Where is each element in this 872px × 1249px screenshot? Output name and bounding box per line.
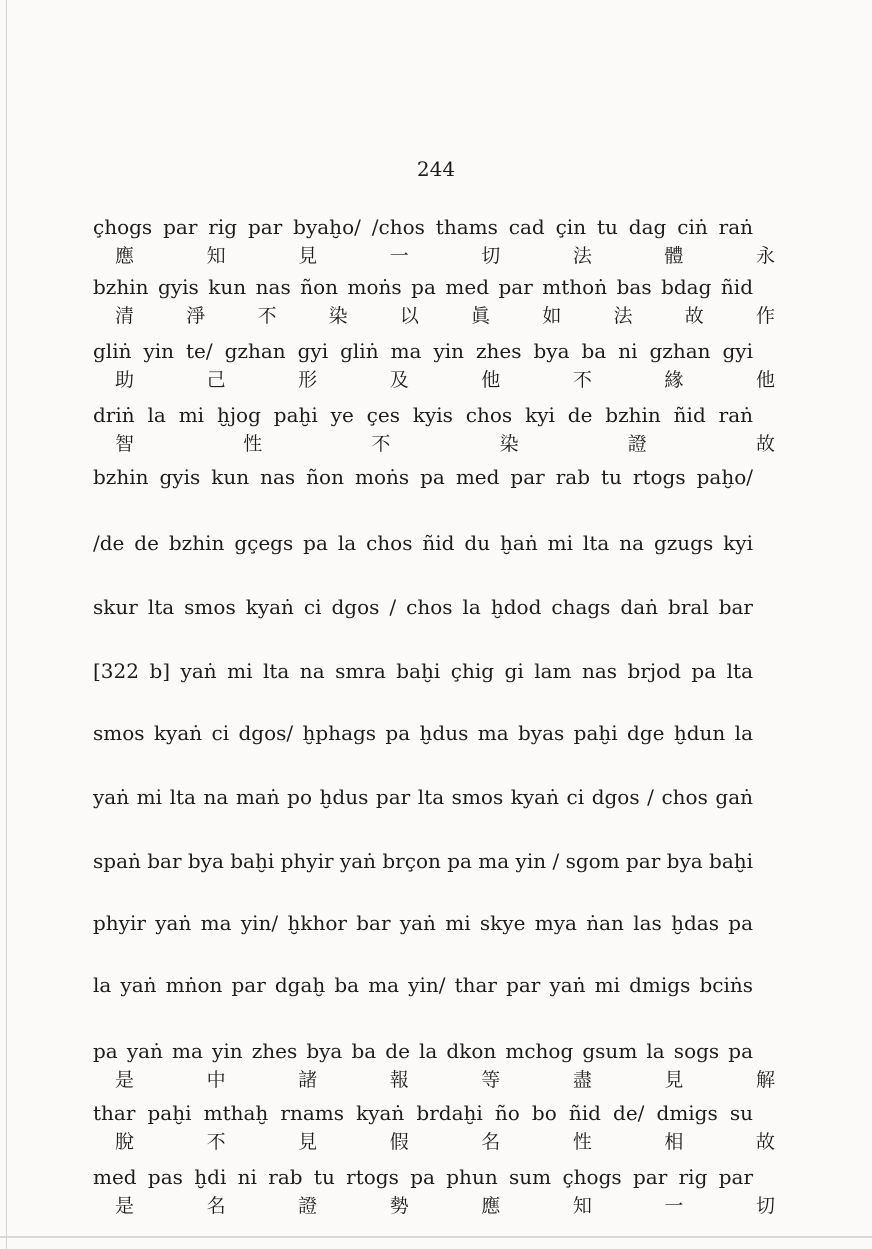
chinese-gloss-line (93, 1128, 797, 1156)
chinese-gloss-char: 如 (542, 305, 562, 327)
tibetan-line: yaṅ mi lta na maṅ po ḫdus par lta smos kyaṅ ci dgos / chos gaṅ (93, 785, 753, 809)
page-bottom-edge (0, 1236, 872, 1238)
chinese-gloss-char: 永 (755, 245, 775, 267)
tibetan-line: gliṅ yin te/ gzhan gyi gliṅ ma yin zhes bya ba ni gzhan gyi (93, 339, 753, 363)
chinese-gloss-char: 解 (755, 1069, 775, 1091)
chinese-gloss-char: 不 (206, 1131, 226, 1153)
tibetan-line: pa yaṅ ma yin zhes bya ba de la dkon mchog gsum la sogs pa (93, 1039, 753, 1063)
chinese-gloss-char: 諸 (298, 1069, 318, 1091)
chinese-gloss-char: 性 (572, 1131, 592, 1153)
chinese-gloss-char: 一 (389, 245, 409, 267)
page-number: 244 (416, 157, 456, 181)
chinese-gloss-char: 名 (481, 1131, 501, 1153)
chinese-gloss-char: 他 (481, 369, 501, 391)
chinese-gloss-char: 體 (664, 245, 684, 267)
chinese-gloss-char: 盡 (572, 1069, 592, 1091)
chinese-gloss-line (93, 242, 797, 270)
chinese-gloss-char: 助 (115, 369, 135, 391)
tibetan-line: /de de bzhin gçegs pa la chos ñid du ḫaṅ mi lta na gzugs kyi (93, 531, 753, 555)
chinese-gloss-char: 知 (572, 1195, 592, 1217)
chinese-gloss-char: 脫 (115, 1131, 135, 1153)
chinese-gloss-char: 性 (243, 433, 263, 455)
chinese-gloss-line (93, 1192, 797, 1220)
chinese-gloss-char: 法 (572, 245, 592, 267)
chinese-gloss-char: 是 (115, 1195, 135, 1217)
chinese-gloss-char: 法 (613, 305, 633, 327)
tibetan-line: phyir yaṅ ma yin/ ḫkhor bar yaṅ mi skye mya ṅan las ḫdas pa (93, 911, 753, 935)
chinese-gloss-char: 一 (664, 1195, 684, 1217)
tibetan-line: çhogs par rig par byaḫo/ /chos thams cad çin tu dag ciṅ raṅ (93, 215, 753, 239)
chinese-gloss-char: 及 (389, 369, 409, 391)
tibetan-line: driṅ la mi ḫjog paḫi ye çes kyis chos kyi de bzhin ñid raṅ (93, 403, 753, 427)
chinese-gloss-char: 形 (298, 369, 318, 391)
chinese-gloss-char: 假 (389, 1131, 409, 1153)
chinese-gloss-char: 眞 (471, 305, 491, 327)
tibetan-line: [322 b] yaṅ mi lta na smra baḫi çhig gi lam nas brjod pa lta (93, 659, 753, 683)
tibetan-line: med pas ḫdi ni rab tu rtogs pa phun sum çhogs par rig par (93, 1165, 753, 1189)
chinese-gloss-char: 切 (755, 1195, 775, 1217)
tibetan-line: smos kyaṅ ci dgos/ ḫphags pa ḫdus ma byas paḫi dge ḫdun la (93, 721, 753, 745)
chinese-gloss-char: 中 (206, 1069, 226, 1091)
tibetan-line: spaṅ bar bya baḫi phyir yaṅ brçon pa ma yin / sgom par bya baḫi (93, 849, 754, 873)
chinese-gloss-char: 不 (371, 433, 391, 455)
tibetan-line: bzhin gyis kun nas ñon moṅs pa med par mthoṅ bas bdag ñid (93, 275, 753, 299)
chinese-gloss-char: 證 (298, 1195, 318, 1217)
chinese-gloss-char: 知 (206, 245, 226, 267)
chinese-gloss-char: 名 (206, 1195, 226, 1217)
tibetan-line: skur lta smos kyaṅ ci dgos / chos la ḫdod chags daṅ bral bar (93, 595, 753, 619)
page-left-edge (6, 0, 7, 1249)
chinese-gloss-char: 等 (481, 1069, 501, 1091)
chinese-gloss-char: 故 (684, 305, 704, 327)
tibetan-line: bzhin gyis kun nas ñon moṅs pa med par rab tu rtogs paḫo/ (93, 465, 753, 489)
chinese-gloss-char: 清 (115, 305, 135, 327)
chinese-gloss-char: 智 (115, 433, 135, 455)
tibetan-line: thar paḫi mthaḫ rnams kyaṅ brdaḫi ño bo ñid de/ dmigs su (93, 1101, 753, 1125)
chinese-gloss-char: 相 (664, 1131, 684, 1153)
chinese-gloss-char: 勢 (389, 1195, 409, 1217)
chinese-gloss-char: 應 (481, 1195, 501, 1217)
chinese-gloss-char: 緣 (664, 369, 684, 391)
chinese-gloss-char: 應 (115, 245, 135, 267)
chinese-gloss-char: 己 (206, 369, 226, 391)
chinese-gloss-char: 見 (664, 1069, 684, 1091)
chinese-gloss-char: 不 (257, 305, 277, 327)
chinese-gloss-char: 報 (389, 1069, 409, 1091)
chinese-gloss-char: 是 (115, 1069, 135, 1091)
chinese-gloss-char: 故 (755, 1131, 775, 1153)
tibetan-line: la yaṅ mṅon par dgaḫ ba ma yin/ thar par yaṅ mi dmigs bciṅs (93, 973, 753, 997)
chinese-gloss-char: 不 (572, 369, 592, 391)
chinese-gloss-char: 作 (755, 305, 775, 327)
chinese-gloss-char: 證 (627, 433, 647, 455)
chinese-gloss-char: 以 (399, 305, 419, 327)
chinese-gloss-line (93, 1066, 797, 1094)
chinese-gloss-char: 見 (298, 245, 318, 267)
chinese-gloss-line (93, 302, 797, 330)
chinese-gloss-line (93, 366, 797, 394)
chinese-gloss-char: 切 (481, 245, 501, 267)
chinese-gloss-char: 淨 (186, 305, 206, 327)
chinese-gloss-line (93, 430, 797, 458)
chinese-gloss-char: 他 (755, 369, 775, 391)
chinese-gloss-char: 故 (755, 433, 775, 455)
chinese-gloss-char: 染 (499, 433, 519, 455)
chinese-gloss-char: 見 (298, 1131, 318, 1153)
chinese-gloss-char: 染 (328, 305, 348, 327)
